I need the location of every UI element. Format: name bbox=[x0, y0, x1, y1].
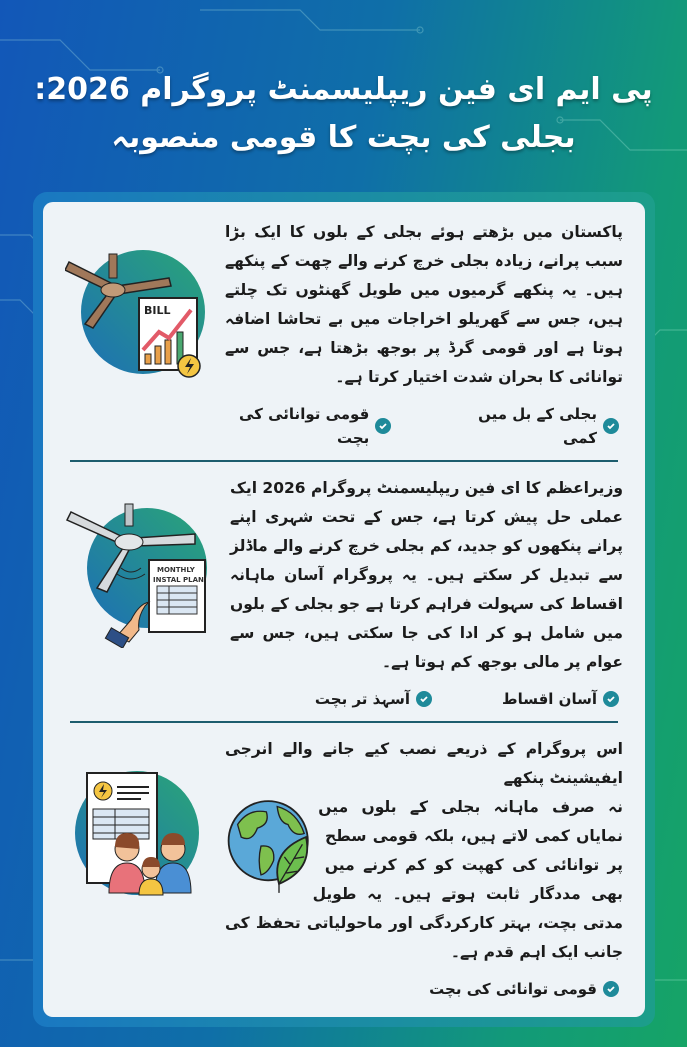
plan-label-1: MONTHLY bbox=[157, 566, 195, 574]
title-line-1: پی ایم ای فین ریپلیسمنٹ پروگرام 2026: bbox=[34, 72, 653, 107]
section-3-paragraph: نہ صرف ماہانہ بجلی کے بلوں میں نمایاں کمی لاتے ہیں، بلکہ قومی سطح پر توانائی کی کھپت کو کم کرنے میں بھی مددگار ثابت ہوتے ہیں۔ یہ طویل مدتی بچت، بہتر کارکردگی اور ماحولیاتی تحفظ کی جانب ایک اہم قدم ہے۔ bbox=[225, 798, 623, 961]
check-label: آسہذ تر بچت bbox=[314, 690, 410, 708]
section-3-checks bbox=[225, 977, 623, 1001]
check-label: قومی توانائی کی بچت bbox=[429, 980, 597, 998]
check-icon bbox=[603, 981, 619, 997]
section-3-paragraph-first-line: اس پروگرام کے ذریعے نصب کیے جانے والے انرجی ایفیشینٹ پنکھے bbox=[225, 740, 623, 787]
section-2-checks bbox=[230, 687, 623, 711]
fan-bill-illustration bbox=[65, 246, 215, 386]
check-label: آسان اقساط bbox=[502, 690, 597, 708]
check-label: بجلی کے بل میں کمی bbox=[478, 405, 597, 447]
check-icon bbox=[375, 418, 391, 434]
fan-installment-plan-illustration bbox=[65, 498, 215, 648]
page-title bbox=[0, 0, 687, 162]
section-1-paragraph: پاکستان میں بڑھتے ہوئے بجلی کے بلوں کا ایک بڑا سبب پرانے، زیادہ بجلی خرچ کرنے والے چھت کے پنکھے ہیں۔ یہ پنکھے گرمیوں میں طویل گھنٹوں تک چلتے ہیں، جس سے گھریلو اخراجات میں بے تحاشا اضافہ ہوتا ہے اور قومی گرڈ پر بوجھ بڑھتا ہے، جس سے توانائی کا بحران شدت اختیار کرتا ہے۔ bbox=[225, 223, 623, 386]
card-frame bbox=[33, 192, 655, 1027]
check-item-national-energy-saving bbox=[225, 402, 391, 450]
check-icon bbox=[603, 418, 619, 434]
title-line-2: بجلی کی بچت کا قومی منصوبہ bbox=[111, 120, 576, 155]
check-icon bbox=[416, 691, 432, 707]
family-bill-illustration bbox=[65, 763, 205, 903]
check-item-better-saving bbox=[315, 687, 432, 711]
check-item-bill-reduction bbox=[461, 402, 619, 450]
check-item-national-energy-saving bbox=[429, 977, 619, 1001]
check-label: قومی توانائی کی بچت bbox=[239, 405, 370, 447]
section-benefits bbox=[43, 723, 645, 1011]
section-problem bbox=[43, 206, 645, 460]
bill-label: BILL bbox=[144, 304, 171, 317]
check-icon bbox=[603, 691, 619, 707]
section-solution bbox=[43, 462, 645, 721]
section-1-checks bbox=[225, 402, 623, 450]
content-card bbox=[43, 202, 645, 1017]
plan-label-2: INSTAL PLAN bbox=[153, 576, 204, 584]
section-2-paragraph: وزیراعظم کا ای فین ریپلیسمنٹ پروگرام 2026 ایک عملی حل پیش کرتا ہے، جس کے تحت شہری اپنے پرانے پنکھوں کو جدید، کم بجلی خرچ کرنے والے ماڈلز سے تبدیل کر سکتے ہیں۔ یہ پروگرام آسان ماہانہ اقساط کی سہولت فراہم کرتا ہے جو بجلی کے بلوں میں شامل ہو کر ادا کی جا سکتی ہیں، جس سے عوام پر مالی بوجھ کم ہوتا ہے۔ bbox=[230, 479, 623, 671]
globe-leaf-icon bbox=[225, 797, 315, 897]
check-item-easy-installments bbox=[502, 687, 619, 711]
